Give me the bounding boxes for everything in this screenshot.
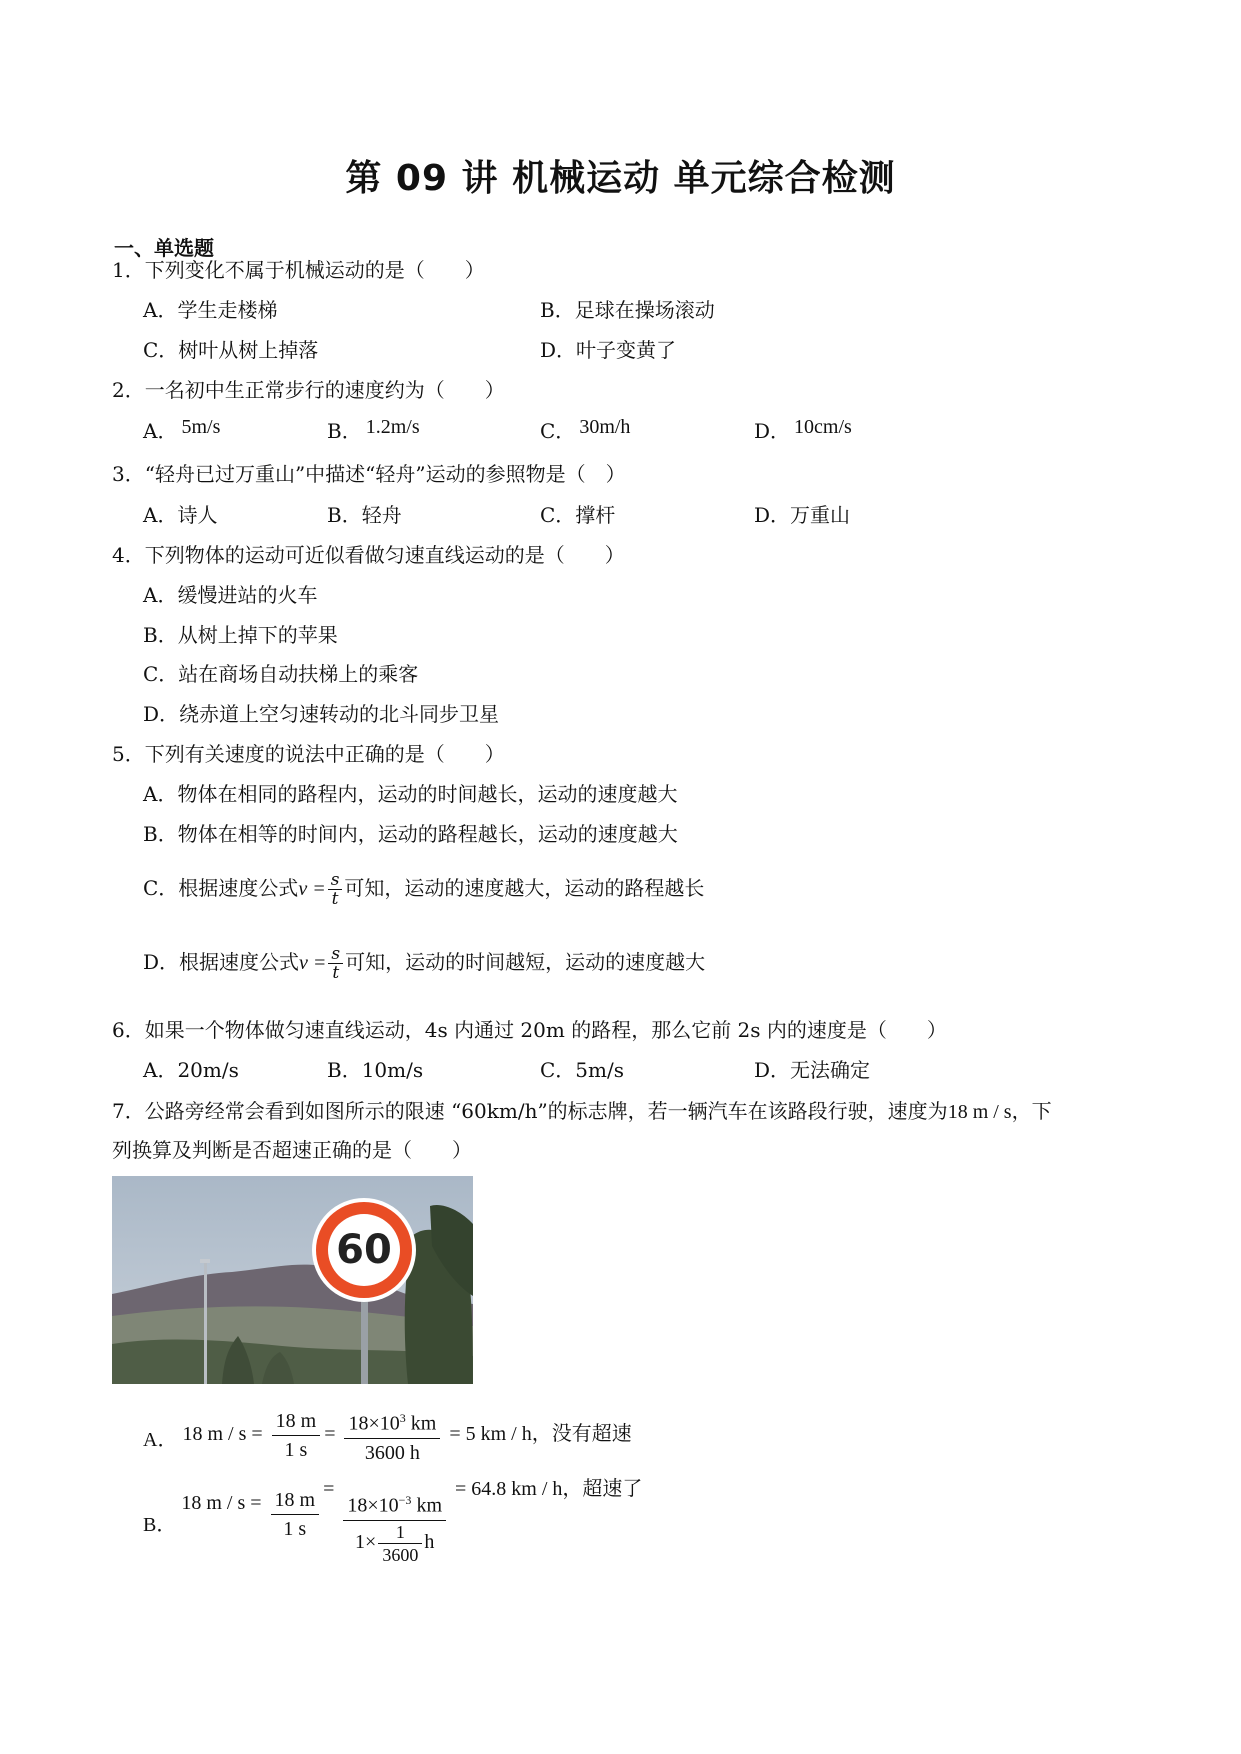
q1-option-b[interactable]: B．足球在操场滚动 — [540, 298, 715, 322]
q7-b-note: ，超速了 — [562, 1476, 643, 1500]
fraction-numerator: 18 m — [271, 1486, 320, 1515]
fraction-numerator — [344, 1404, 440, 1439]
velocity-formula-fraction — [328, 871, 343, 908]
numerator-unit: km — [411, 1494, 442, 1517]
q4-option-d[interactable]: D．绕赤道上空匀速转动的北斗同步卫星 — [143, 702, 500, 726]
fraction-numerator: s — [328, 945, 343, 964]
fraction-numerator: 18 m — [272, 1407, 321, 1436]
q4-option-a[interactable]: A．缓慢进站的火车 — [143, 583, 318, 607]
q7-b-fraction-1 — [271, 1486, 320, 1543]
q7-stem-pre: 7．公路旁经常会看到如图所示的限速 “60km/h”的标志牌，若一辆汽车在该路段行驶，速度为 — [112, 1099, 948, 1123]
q2-option-c[interactable] — [540, 416, 631, 445]
q1-stem: 1．下列变化不属于机械运动的是（ ） — [112, 258, 485, 282]
q2-option-b-text: 1.2m/s — [365, 416, 420, 438]
q2-option-a[interactable] — [143, 416, 221, 445]
q2-option-a-label: A． — [143, 419, 178, 443]
q3-option-d[interactable]: D．万重山 — [754, 503, 851, 527]
q4-option-b[interactable]: B．从树上掉下的苹果 — [143, 623, 338, 647]
q5-option-c-pre: C．根据速度公式 — [143, 876, 299, 900]
fraction-denominator: 1 s — [284, 1438, 308, 1461]
q4-stem: 4．下列物体的运动可近似看做匀速直线运动的是（ ） — [112, 543, 625, 567]
q7-stem-line1 — [112, 1098, 1052, 1125]
q2-option-d-label: D． — [754, 419, 791, 443]
fraction-denominator: 3600 h — [364, 1441, 420, 1464]
nested-numerator: 1 — [378, 1521, 422, 1544]
q2-option-d[interactable] — [754, 416, 852, 445]
q7-b-lhs: 18 m / s = — [181, 1492, 262, 1514]
q5-option-a[interactable]: A．物体在相同的路程内，运动的时间越长，运动的速度越大 — [143, 782, 678, 806]
fraction-denominator — [343, 1521, 446, 1566]
q5-option-b[interactable]: B．物体在相等的时间内，运动的路程越长，运动的速度越大 — [143, 822, 678, 846]
speed-limit-sign-text: 60 — [336, 1227, 392, 1273]
q7-b-rhs: = 64.8 km / h — [455, 1478, 563, 1500]
denominator-coefficient: 1× — [355, 1530, 377, 1553]
q4-option-c[interactable]: C．站在商场自动扶梯上的乘客 — [143, 662, 419, 686]
section-heading: 一、单选题 — [114, 236, 214, 260]
numerator-exponent: 3 — [399, 1411, 406, 1425]
q5-option-d[interactable] — [143, 940, 705, 985]
q3-option-c[interactable]: C．撑杆 — [540, 503, 616, 527]
q5-option-c[interactable] — [143, 866, 704, 911]
q7-a-lhs: 18 m / s = — [182, 1422, 263, 1445]
q7-option-a[interactable]: A． 18 m / s = $\frac{18 m}{1 s}$ = $\frac{18\times 10^3 km}{3600 h}$ = 5 km / h，没有超速 — [143, 1404, 632, 1467]
q3-stem: 3．“轻舟已过万重山”中描述“轻舟”运动的参照物是（ ） — [112, 462, 626, 486]
q6-stem: 6．如果一个物体做匀速直线运动，4s 内通过 20m 的路程，那么它前 2s 内的速度是（ ） — [112, 1018, 947, 1042]
q7-stem-line2: 列换算及判断是否超速正确的是（ ） — [112, 1138, 472, 1162]
q5-option-c-post: 可知，运动的速度越大，运动的路程越长 — [344, 876, 705, 900]
q6-option-c[interactable]: C．5m/s — [540, 1058, 624, 1082]
nested-denominator: 3600 — [382, 1544, 419, 1565]
q5-option-d-pre: D．根据速度公式 — [143, 950, 300, 974]
fraction-denominator: 1 s — [283, 1518, 307, 1540]
q7-option-a-label: A． — [143, 1428, 178, 1451]
q7-a-note: ，没有超速 — [531, 1420, 632, 1445]
q5-option-d-post: 可知，运动的时间越短，运动的速度越大 — [345, 950, 706, 974]
q5-stem: 5．下列有关速度的说法中正确的是（ ） — [112, 742, 505, 766]
numerator-base: 18×10 — [348, 1412, 400, 1435]
q1-option-d[interactable]: D．叶子变黄了 — [540, 338, 677, 362]
q1-option-c[interactable]: C．树叶从树上掉落 — [143, 338, 319, 362]
fraction-numerator — [343, 1486, 446, 1521]
velocity-symbol: v = — [298, 878, 326, 900]
fraction-numerator: s — [328, 871, 343, 890]
fraction-denominator: t — [331, 889, 339, 909]
q2-option-b[interactable] — [327, 416, 420, 445]
q6-option-a[interactable]: A．20m/s — [143, 1058, 239, 1082]
q7-b-fraction-2 — [343, 1486, 446, 1566]
fraction-denominator: t — [332, 963, 340, 983]
q3-option-b[interactable]: B．轻舟 — [327, 503, 402, 527]
nested-fraction — [378, 1521, 422, 1566]
velocity-symbol: v = — [299, 952, 327, 974]
denominator-unit: h — [424, 1530, 435, 1553]
q7-stem-post: ，下 — [1011, 1099, 1052, 1123]
numerator-base: 18×10 — [347, 1494, 399, 1517]
numerator-unit: km — [405, 1412, 437, 1435]
q1-option-a[interactable]: A．学生走楼梯 — [143, 298, 278, 322]
speed-limit-sign-photo — [112, 1176, 473, 1384]
q2-option-a-text: 5m/s — [181, 416, 221, 438]
page-title: 第 09 讲 机械运动 单元综合检测 — [345, 158, 896, 199]
q7-option-b-label: B． — [143, 1514, 177, 1536]
q6-option-d[interactable]: D．无法确定 — [754, 1058, 871, 1082]
velocity-formula-fraction — [328, 945, 343, 982]
q7-option-b[interactable]: B． 18 m / s = $\frac{18 m}{1 s}$ = $18\times 10^{-3}$ km 1× $\frac{1}{3600}$ h = 64.8 km / h，超速了 — [143, 1476, 643, 1565]
q7-a-fraction-2 — [344, 1404, 440, 1467]
q2-stem: 2．一名初中生正常步行的速度约为（ ） — [112, 378, 505, 402]
q3-option-a[interactable]: A．诗人 — [143, 503, 218, 527]
q7-speed-value: 18 m / s — [947, 1101, 1012, 1123]
q2-option-c-text: 30m/h — [579, 416, 631, 438]
q7-a-fraction-1 — [272, 1407, 321, 1464]
numerator-exponent: −3 — [398, 1493, 412, 1507]
q2-option-b-label: B． — [327, 419, 362, 443]
q6-option-b[interactable]: B．10m/s — [327, 1058, 424, 1082]
q2-option-d-text: 10cm/s — [794, 416, 852, 438]
q2-option-c-label: C． — [540, 419, 576, 443]
q7-a-rhs: = 5 km / h — [449, 1422, 532, 1445]
